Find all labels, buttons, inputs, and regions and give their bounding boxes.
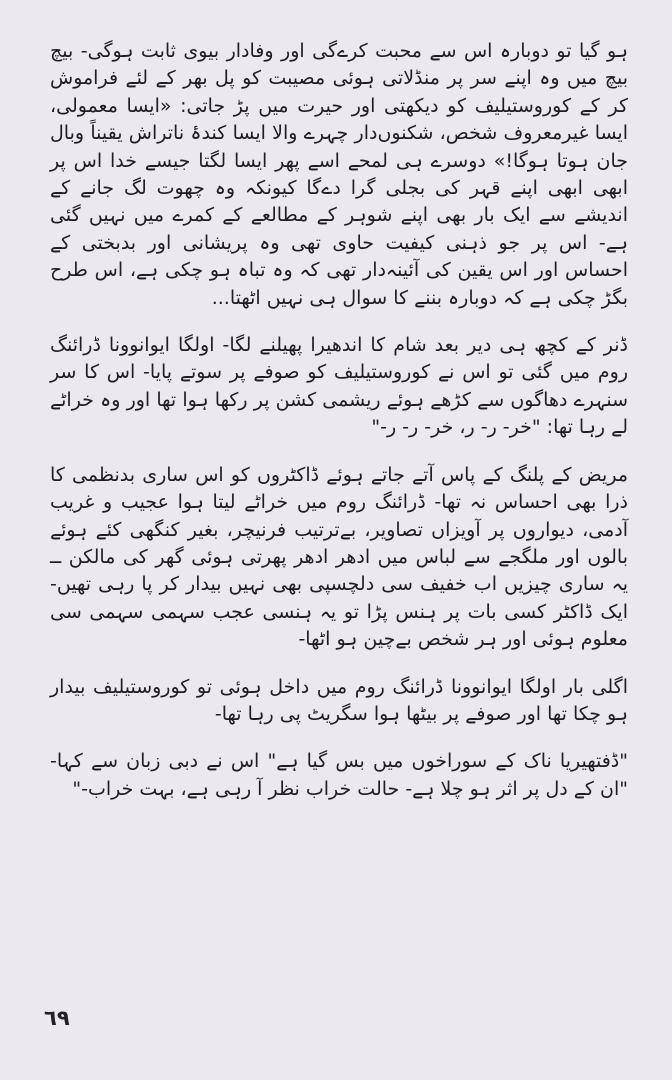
page-number: ٦٩ <box>44 1006 70 1030</box>
paragraph: ہو گیا تو دوبارہ اس سے محبت کرےگی اور وفادار بیوی ثابت ہوگی- بیچ بیچ میں وہ اپنے سر پر منڈلاتی ہوئی مصیبت کو پل بھر کے لئے فراموش کر کے کوروستیلیف کو دیکھتی اور حیرت میں پڑ جاتی: «ایسا معمولی، ایسا غیرمعروف شخص، شکنوں‌دار چہرے والا ایسا کندۂ ناتراش یقیناً وبال جان ہوتا ہوگا!» دوسرے ہی لمحے اسے پھر ایسا لگتا جیسے خدا اس پر ابھی ابھی اپنے قہر کی بجلی گرا دےگا کیونکہ وہ چھوت لگ جانے کے اندیشے سے ایک بار بھی اپنے شوہر کے مطالعے کے کمرے میں نہیں گئی ہے- اس پر جو ذہنی کیفیت حاوی تھی وہ پریشانی اور بدبختی کے احساس اور اس یقین کی آئینہ‌دار تھی کہ وہ تباہ ہو چکی ہے، اس طرح بگڑ چکی ہے کہ دوبارہ بننے کا سوال ہی نہیں اٹھتا... <box>50 40 628 309</box>
paragraph: "ڈفتھیریا ناک کے سوراخوں میں بس گیا ہے" اس نے دبی زبان سے کہا- "ان کے دل پر اثر ہو چلا ہے- حالت خراب نظر آ رہی ہے، بہت خراب-" <box>50 750 628 800</box>
paragraph: مریض کے پلنگ کے پاس آتے جاتے ہوئے ڈاکٹروں کو اس ساری بدنظمی کا ذرا بھی احساس نہ تھا- ڈرائنگ روم میں خراٹے لیتا ہوا عجیب و غریب آدمی، دیواروں پر آویزاں تصاویر، بےترتیب فرنیچر، بغیر کنگھی کئے ہوئے بالوں اور ملگجے سے لباس میں ادھر ادھر پھرتی ہوئی گھر کی مالکن ــ یہ ساری چیزیں اب خفیف سی دلچسپی بھی نہیں بیدار کر پا رہی تھیں- ایک ڈاکٹر کسی بات پر ہنس پڑا تو یہ ہنسی عجب سہمی سہمی سی معلوم ہوئی اور ہر شخص بےچین ہو اٹھا- <box>50 463 628 651</box>
paragraph: اگلی بار اولگا ایوانوونا ڈرائنگ روم میں داخل ہوئی تو کوروستیلیف بیدار ہو چکا تھا اور صوفے پر بیٹھا ہوا سگریٹ پی رہا تھا- <box>50 675 628 725</box>
paragraph: ڈنر کے کچھ ہی دیر بعد شام کا اندھیرا پھیلنے لگا- اولگا ایوانوونا ڈرائنگ روم میں گئی تو اس نے کوروستیلیف کو صوفے پر سوتے پایا- اس کا سر سنہرے دھاگوں سے کڑھے ہوئے ریشمی کشن پر رکھا ہوا تھا اور وہ خراٹے لے رہا تھا: "خر- ر- ر، خر- ر- ر-" <box>50 334 628 439</box>
body-text <box>50 38 628 803</box>
